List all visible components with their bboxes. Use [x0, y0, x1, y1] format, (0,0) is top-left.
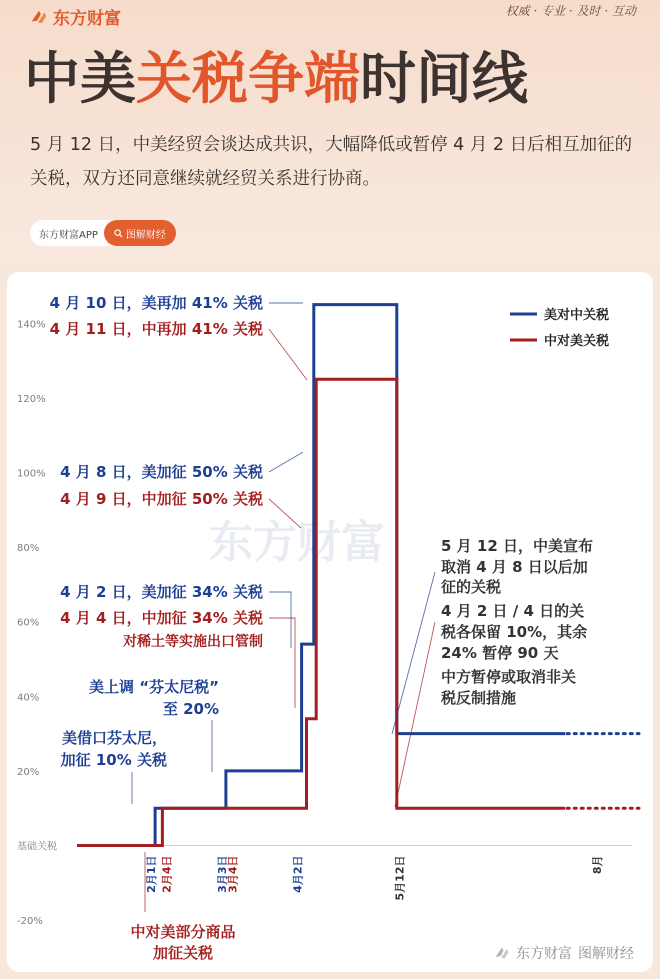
annotation-a2: 4 月 11 日，中再加 41% 关税	[49, 320, 263, 338]
annotation-r5: 税各保留 10%，其余	[441, 623, 588, 641]
y-tick-label: 40%	[17, 692, 40, 704]
annotation-r1: 5 月 12 日，中美宣布	[441, 537, 593, 555]
y-tick-label: 基础关税	[17, 841, 57, 853]
page-title	[24, 30, 528, 130]
leader-line	[395, 622, 435, 807]
footer-section: 图解财经	[578, 946, 634, 962]
y-tick-label: 80%	[17, 543, 40, 555]
x-tick-label: 2月1日	[145, 855, 159, 893]
annotation-a8b: 至 20%	[162, 700, 219, 718]
footer-brand: 东方财富	[516, 946, 572, 962]
annotation-a7: 对稀土等实施出口管制	[123, 634, 263, 650]
tariff-chart	[7, 272, 653, 972]
leader-line	[269, 592, 291, 648]
annotation-a9a: 美借口芬太尼，	[61, 729, 167, 747]
annotation-a4: 4 月 9 日，中加征 50% 关税	[60, 490, 263, 508]
y-tick-label: 100%	[17, 468, 46, 480]
legend-label-cn: 中对美关税	[544, 334, 610, 349]
annotation-r8: 税反制措施	[441, 689, 517, 707]
x-tick-label: 3月4日	[226, 855, 240, 893]
footer-logo-icon	[494, 945, 510, 961]
annotation-r2: 取消 4 月 8 日以后加	[441, 558, 588, 576]
x-tick-label: 3月3日	[215, 855, 229, 893]
brand-name: 东方财富	[53, 9, 121, 29]
x-tick-label: 8月	[591, 855, 604, 875]
search-icon	[114, 229, 123, 238]
y-tick-label: 20%	[17, 766, 40, 778]
slogan: 权威 · 专业 · 及时 · 互动	[505, 4, 636, 18]
annotation-r7: 中方暂停或取消非关	[441, 668, 577, 686]
x-tick-label: 5月12日	[393, 855, 407, 901]
x-tick-label: 4月2日	[291, 855, 305, 893]
annotation-a9b: 加征 10% 关税	[60, 751, 167, 769]
annotation-r4: 4 月 2 日 / 4 日的关	[441, 602, 585, 620]
leader-line	[269, 329, 307, 380]
brand-logo-icon	[30, 8, 48, 26]
subtitle: 5 月 12 日，中美经贸会谈达成共识，大幅降低或暂停 4 月 2 日后相互加征的关税，双方还同意继续就经贸关系进行协商。	[30, 135, 633, 189]
chip-tag[interactable]	[104, 220, 176, 246]
y-tick-label: 120%	[17, 393, 46, 405]
annotation-r3: 征的关税	[441, 578, 502, 596]
annotation-a8a: 美上调 “芬太尼税”	[89, 678, 219, 696]
annotation-a3: 4 月 8 日，美加征 50% 关税	[60, 463, 263, 481]
y-tick-label: 140%	[17, 319, 46, 331]
brand[interactable]	[30, 4, 121, 29]
footer	[494, 943, 634, 963]
annotation-a1: 4 月 10 日，美再加 41% 关税	[49, 294, 263, 312]
y-tick-label: -20%	[17, 916, 43, 928]
annotation-a10b: 加征关税	[152, 944, 214, 962]
annotation-r6: 24% 暂停 90 天	[441, 644, 559, 662]
title-part1: 中美	[24, 47, 136, 112]
y-tick-label: 60%	[17, 617, 40, 629]
source-chip[interactable]	[30, 220, 176, 246]
chip-app-label: 东方财富APP	[39, 229, 98, 241]
leader-line	[269, 452, 303, 472]
watermark: 东方财富	[209, 517, 385, 568]
annotation-a5: 4 月 2 日，美加征 34% 关税	[60, 583, 263, 601]
annotation-a10a: 中对美部分商品	[130, 923, 236, 941]
x-tick-label: 2月4日	[160, 855, 174, 893]
header	[0, 0, 660, 262]
chip-tag-label: 图解财经	[125, 229, 166, 241]
title-part3: 时间线	[360, 47, 528, 112]
chart-card	[7, 272, 653, 972]
annotation-a6: 4 月 4 日，中加征 34% 关税	[60, 609, 263, 627]
title-part2: 关税争端	[136, 47, 360, 112]
legend-label-us: 美对中关税	[544, 308, 610, 323]
